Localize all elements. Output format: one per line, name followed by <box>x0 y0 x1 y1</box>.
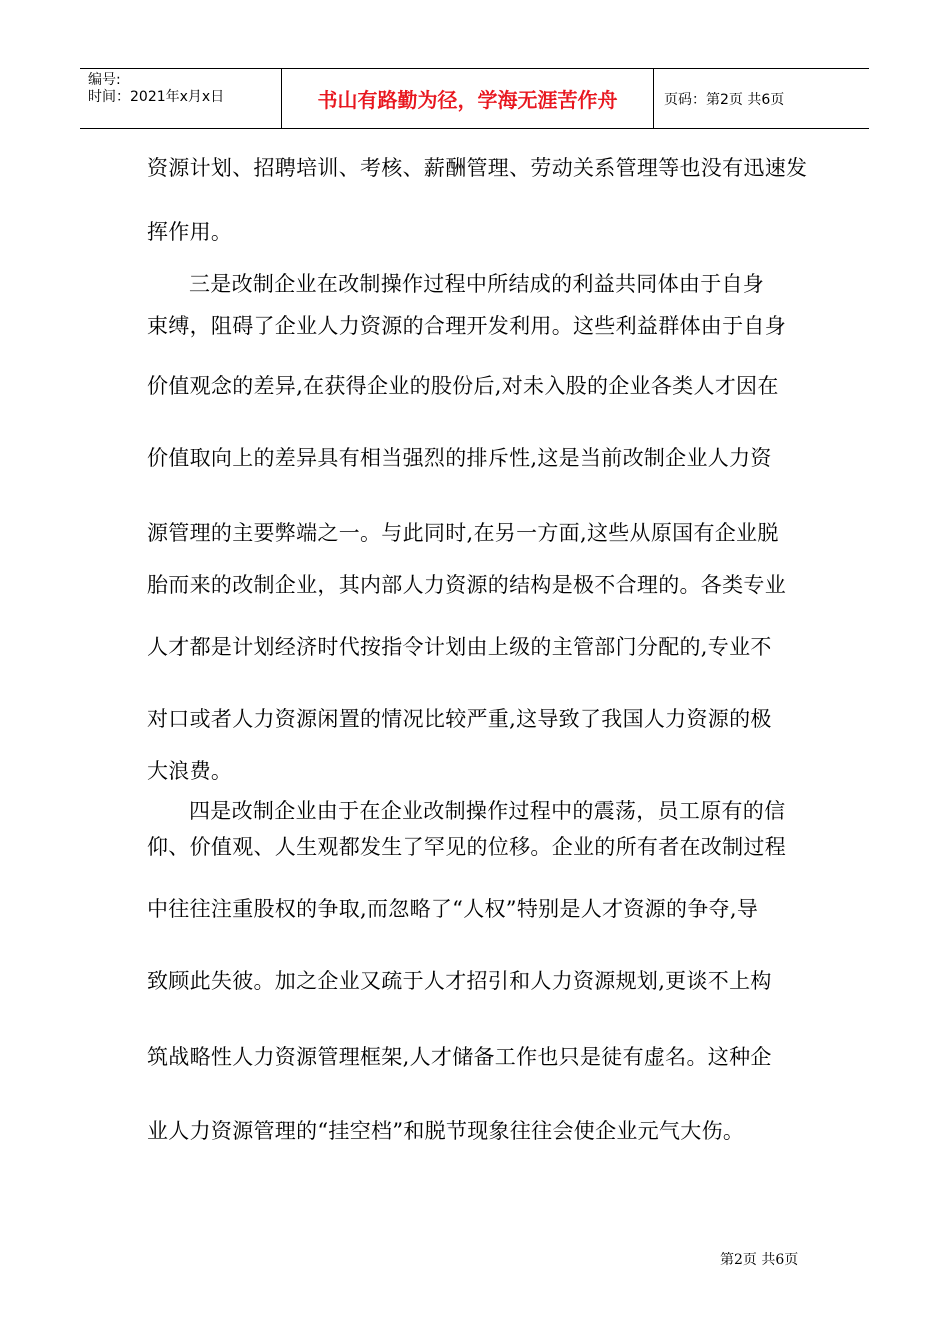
body-line: 仰、价值观、人生观都发生了罕见的位移。企业的所有者在改制过程 <box>147 835 786 859</box>
body-line: 对口或者人力资源闲置的情况比较严重,这导致了我国人力资源的极 <box>147 707 772 731</box>
body-line: 业人力资源管理的“挂空档”和脱节现象往往会使企业元气大伤。 <box>147 1119 745 1143</box>
document-time-label: 时间：2021年x月x日 <box>88 89 225 105</box>
body-line: 挥作用。 <box>147 220 233 244</box>
header-info-cell <box>80 69 282 128</box>
page-footer: 第2页 共6页 <box>720 1252 799 1268</box>
body-line: 源管理的主要弊端之一。与此同时,在另一方面,这些从原国有企业脱 <box>147 521 779 545</box>
body-line: 大浪费。 <box>147 759 233 783</box>
body-line: 束缚，阻碍了企业人力资源的合理开发利用。这些利益群体由于自身 <box>147 314 786 338</box>
header-motto: 书山有路勤为径，学海无涯苦作舟 <box>282 69 654 128</box>
body-line: 资源计划、招聘培训、考核、薪酬管理、劳动关系管理等也没有迅速发 <box>147 156 808 180</box>
body-line: 四是改制企业由于在企业改制操作过程中的震荡，员工原有的信 <box>189 799 786 823</box>
body-line: 致顾此失彼。加之企业又疏于人才招引和人力资源规划,更谈不上构 <box>147 969 772 993</box>
body-line: 三是改制企业在改制操作过程中所结成的利益共同体由于自身 <box>189 272 765 296</box>
page-header <box>80 68 869 129</box>
body-line: 人才都是计划经济时代按指令计划由上级的主管部门分配的,专业不 <box>147 635 772 659</box>
body-line: 中往往注重股权的争取,而忽略了“人权”特别是人才资源的争夺,导 <box>147 897 759 921</box>
header-page-number: 页码：第2页 共6页 <box>664 91 785 108</box>
document-number-label: 编号: <box>88 72 121 88</box>
body-line: 胎而来的改制企业，其内部人力资源的结构是极不合理的。各类专业 <box>147 573 786 597</box>
body-line: 筑战略性人力资源管理框架,人才储备工作也只是徒有虚名。这种企 <box>147 1045 772 1069</box>
body-line: 价值观念的差异,在获得企业的股份后,对未入股的企业各类人才因在 <box>147 374 779 398</box>
body-line: 价值取向上的差异具有相当强烈的排斥性,这是当前改制企业人力资 <box>147 446 772 470</box>
